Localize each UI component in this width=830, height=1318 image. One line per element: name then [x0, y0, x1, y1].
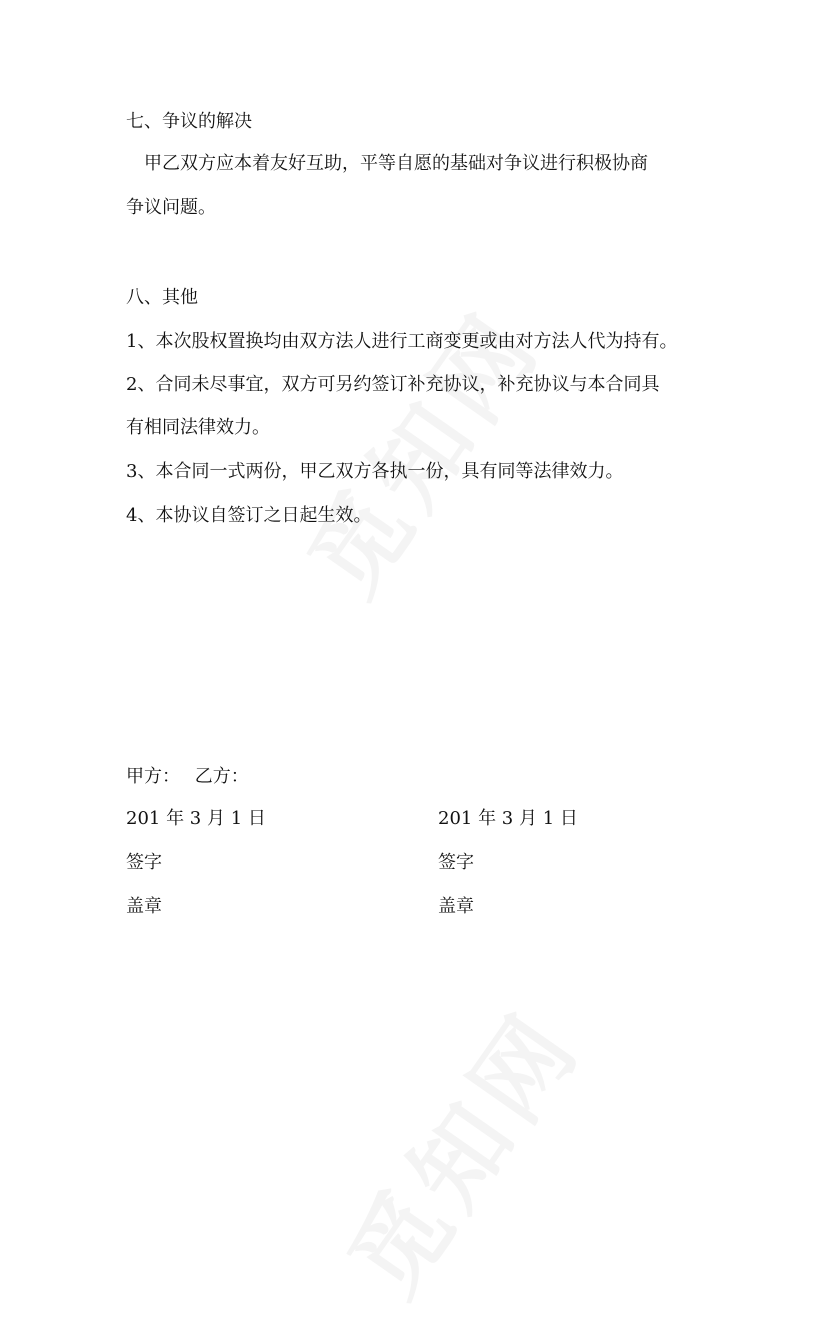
party-b-date: 201 年 3 月 1 日 — [438, 808, 578, 829]
party-a-date: 201 年 3 月 1 日 — [126, 808, 266, 829]
section7-heading: 七、争议的解决 — [126, 111, 252, 132]
section8-heading: 八、其他 — [126, 287, 198, 308]
section8-item2-line1: 2、合同未尽事宜，双方可另约签订补充协议，补充协议与本合同具 — [126, 374, 660, 395]
section7-body-line1: 甲乙双方应本着友好互助，平等自愿的基础对争议进行积极协商 — [144, 153, 648, 174]
section8-item4: 4、本协议自签订之日起生效。 — [126, 505, 372, 526]
party-b-seal-label: 盖章 — [438, 896, 474, 917]
section8-item1: 1、本次股权置换均由双方法人进行工商变更或由对方法人代为持有。 — [126, 331, 678, 352]
watermark-logo — [312, 979, 607, 1318]
signature-parties-line: 甲方： 乙方： — [126, 766, 249, 787]
section8-item2-line2: 有相同法律效力。 — [126, 417, 270, 438]
party-a-sign-label: 签字 — [126, 852, 162, 873]
section8-item3: 3、本合同一式两份，甲乙双方各执一份，具有同等法律效力。 — [126, 461, 624, 482]
section7-body-line2: 争议问题。 — [126, 197, 216, 218]
party-b-sign-label: 签字 — [438, 852, 474, 873]
party-a-seal-label: 盖章 — [126, 896, 162, 917]
